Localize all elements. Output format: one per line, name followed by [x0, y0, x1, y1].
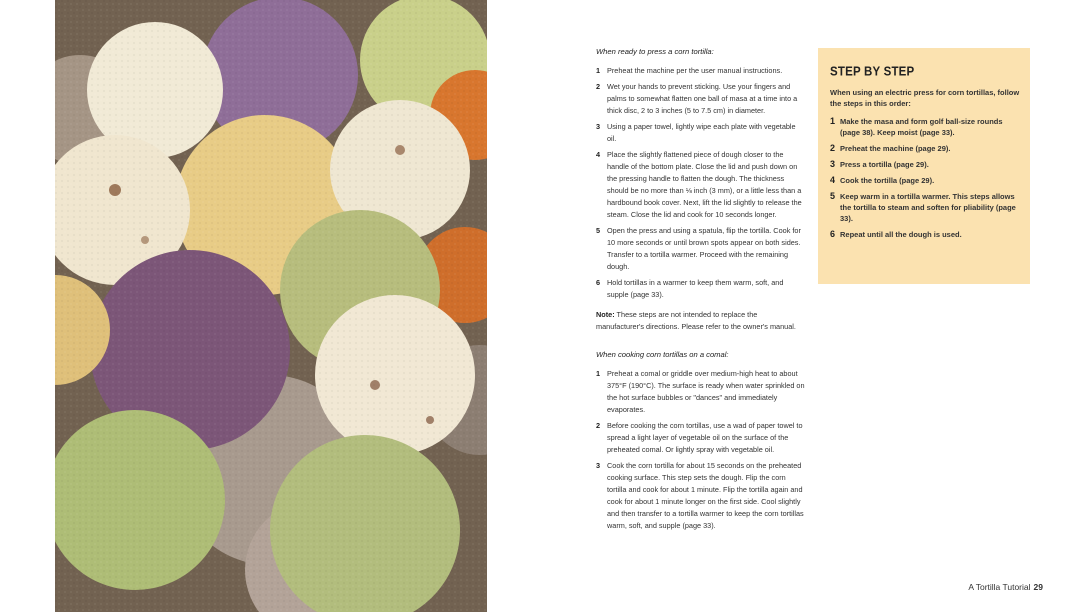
- instructions-column: [596, 46, 806, 536]
- press-section-heading: When ready to press a corn tortilla:: [596, 47, 714, 56]
- list-item: [596, 149, 806, 221]
- step-number: 3: [830, 159, 836, 169]
- step-number: 3: [596, 122, 601, 131]
- list-item: [830, 191, 1020, 224]
- step-text: Repeat until all the dough is used.: [840, 230, 962, 239]
- comal-steps-list: [596, 368, 806, 532]
- list-item: [596, 81, 806, 117]
- step-number: 2: [830, 143, 836, 153]
- step-text: Preheat the machine per the user manual instructions.: [607, 66, 783, 75]
- note-label: Note:: [596, 310, 615, 319]
- step-text: Using a paper towel, lightly wipe each plate with vegetable oil.: [607, 122, 796, 143]
- list-item: [596, 277, 806, 301]
- step-number: 1: [596, 369, 601, 378]
- step-text: Keep warm in a tortilla warmer. This steps allows the tortilla to steam and soften for pliability (page 33).: [840, 192, 1016, 223]
- step-number: 4: [596, 150, 601, 159]
- step-number: 5: [596, 226, 601, 235]
- step-text: Preheat a comal or griddle over medium-high heat to about 375°F (190°C). The surface is ready when water sprinkled on the hot surface bubbles or "dances" and immediately evaporates.: [607, 369, 805, 414]
- page-number: 29: [1033, 582, 1043, 592]
- step-text: Place the slightly flattened piece of dough closer to the handle of the bottom plate. Close the lid and push down on the pressing handle to flatten the dough. The thickness should be no more than ⅛ inch (3 mm), or a little less than a hardbound book cover. Next, lift the lid slightly to release the steam. Close the lid and cook for 10 seconds longer.: [607, 150, 802, 219]
- step-text: Cook the corn tortilla for about 15 seconds on the preheated cooking surface. This step sets the dough. Flip the corn tortilla and cook for about 1 minute. Flip the tortilla again and cook for about 1 minute longer on the first side. Cool slightly and then transfer to a tortilla warmer to keep the corn tortillas warm, soft, and supple (page 33).: [607, 461, 804, 530]
- step-number: 6: [596, 278, 601, 287]
- sidebar-title: STEP BY STEP: [830, 65, 915, 79]
- note-paragraph: [596, 309, 806, 333]
- step-by-step-sidebar: [818, 48, 1030, 284]
- step-text: Open the press and using a spatula, flip the tortilla. Cook for 10 more seconds or until brown spots appear on both sides. Transfer to a tortilla warmer. Proceed with the remaining dough.: [607, 226, 801, 271]
- step-number: 1: [596, 66, 601, 75]
- step-text: Make the masa and form golf ball-size rounds (page 38). Keep moist (page 33).: [840, 117, 1003, 137]
- list-item: [596, 225, 806, 273]
- sidebar-intro: When using an electric press for corn tortillas, follow the steps in this order:: [830, 88, 1020, 108]
- list-item: [830, 229, 1020, 240]
- running-head: A Tortilla Tutorial: [968, 582, 1031, 592]
- step-text: Press a tortilla (page 29).: [840, 160, 929, 169]
- list-item: [830, 175, 1020, 186]
- step-number: 5: [830, 191, 836, 201]
- list-item: [596, 121, 806, 145]
- page-footer: [968, 582, 1043, 592]
- list-item: [830, 116, 1020, 138]
- step-number: 6: [830, 229, 836, 239]
- list-item: [596, 65, 806, 77]
- press-steps-list: [596, 65, 806, 301]
- list-item: [596, 368, 806, 416]
- step-text: Cook the tortilla (page 29).: [840, 176, 935, 185]
- step-number: 1: [830, 116, 836, 126]
- sidebar-steps-list: [830, 116, 1020, 240]
- tortillas-photo: [55, 0, 487, 612]
- step-text: Preheat the machine (page 29).: [840, 144, 951, 153]
- step-number: 2: [596, 421, 601, 430]
- list-item: [830, 159, 1020, 170]
- step-text: Wet your hands to prevent sticking. Use your fingers and palms to somewhat flatten one ball of masa at a time into a thick disc, 2 to 3 inches (5 to 7.5 cm) in diameter.: [607, 82, 798, 115]
- step-number: 3: [596, 461, 601, 470]
- note-text: These steps are not intended to replace the manufacturer's directions. Please refer to the owner's manual.: [596, 310, 796, 331]
- list-item: [596, 460, 806, 532]
- step-number: 4: [830, 175, 836, 185]
- list-item: [830, 143, 1020, 154]
- step-text: Before cooking the corn tortillas, use a wad of paper towel to spread a light layer of vegetable oil on the surface of the preheated comal. Or lightly spray with vegetable oil.: [607, 421, 803, 454]
- step-number: 2: [596, 82, 601, 91]
- comal-section-heading: When cooking corn tortillas on a comal:: [596, 350, 729, 359]
- list-item: [596, 420, 806, 456]
- step-text: Hold tortillas in a warmer to keep them warm, soft, and supple (page 33).: [607, 278, 784, 299]
